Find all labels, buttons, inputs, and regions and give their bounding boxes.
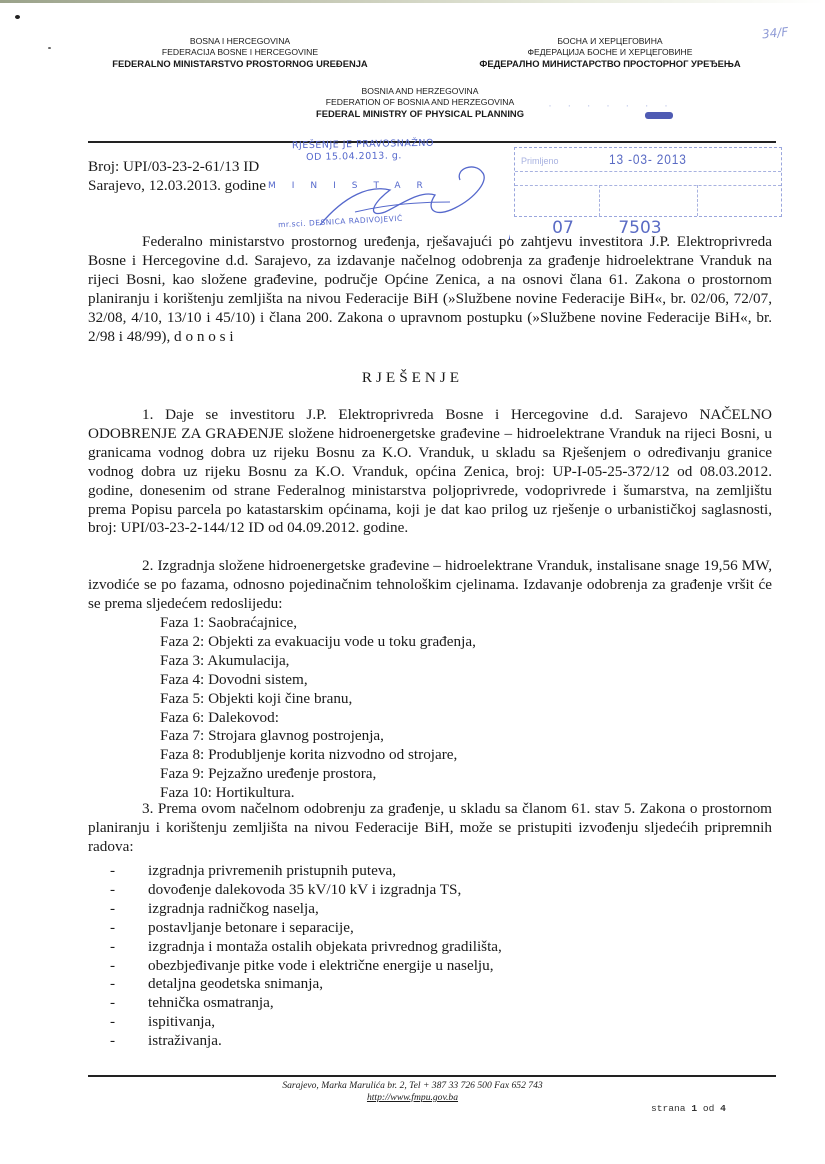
letterhead-ministry: FEDERALNO MINISTARSTVO PROSTORNOG UREĐENJA <box>112 58 368 69</box>
list-item-text: dovođenje dalekovoda 35 kV/10 kV i izgradnja TS, <box>148 880 462 898</box>
letterhead-country: BOSNA I HERCEGOVINA <box>189 36 291 46</box>
letterhead-cyrillic <box>440 36 780 70</box>
bullet-dash: - <box>110 862 116 879</box>
folio-mark: 34/F <box>761 24 789 42</box>
letterhead-english <box>290 86 550 120</box>
footer-divider <box>88 1075 776 1077</box>
phase-item: Faza 9: Pejzažno uređenje prostora, <box>160 765 377 783</box>
decision-item-2: 2. Izgradnja složene hidroenergetske građevine – hidroelektrane Vranduk, instalisane snage 19,56 MW, izvodiće se po fazama, odnosno pojedinačnim tehnološkim cjelinama. Izdavanje odobrenja za građenje vršit će se prema sljedećem redoslijedu: <box>88 557 772 612</box>
phase-list <box>160 614 476 803</box>
list-item-text: postavljanje betonare i separacije, <box>148 918 354 936</box>
receipt-stamp <box>514 147 782 217</box>
decision-item-3: 3. Prema ovom načelnom odobrenju za građenje, u skladu sa članom 61. stav 5. Zakona o prostornom planiranju i korištenju zemljišta na nivou Federacije BiH, može se pristupiti izvođenju sljedećih pripremnih radova: <box>88 800 772 855</box>
document-meta <box>88 158 266 196</box>
list-item-text: izgradnja radničkog naselja, <box>148 899 319 917</box>
letterhead-country: BOSNIA AND HERZEGOVINA <box>361 86 479 96</box>
stamp-date: 13 -03- 2013 <box>609 151 687 167</box>
legal-force-line1: RJEŠENJE JE PRAVOSNAŽNO <box>291 137 435 152</box>
decision-item-1: 1. Daje se investitoru J.P. Elektroprivreda Bosne i Hercegovine d.d. Sarajevo NAČELNO ODOBRENJE ZA GRAĐENJE složene hidroenergetske građevine – hidroelektrane Vranduk na rijeci Bosni, u granicama vodnog dobra uz rijeku Bosnu za K.O. Vranduk, u skladu sa Rješenjem o određivanju granice vodnog dobra uz rijeku Bosnu za K.O. Vranduk, općina Zenica, broj: UP-I-05-25-372/12 od 08.03.2012. godine, donesenim od strane Federalnog ministarstva poljoprivrede, vodoprivrede i šumarstva, na zemljištu prema Popisu parcela po katastarskim općinama, koji je dat kao prilog uz rješenje o urbanističkoj saglasnosti, broj: UPI/03-23-2-144/12 ID od 04.09.2012. godine. <box>88 406 772 537</box>
bullet-dash: - <box>110 994 116 1012</box>
scan-edge <box>0 0 825 3</box>
bullet-dash: - <box>110 880 116 898</box>
list-item <box>110 994 502 1013</box>
footer-url-link[interactable]: http://www.fmpu.gov.ba <box>366 1092 459 1103</box>
list-item-text: ispitivanja, <box>148 1013 216 1031</box>
stamp-col-divider <box>697 185 698 216</box>
scan-speck <box>15 15 20 19</box>
phase-item: Faza 7: Strojara glavnog postrojenja, <box>160 727 384 745</box>
letterhead-bosnian <box>70 36 410 70</box>
bullet-dash: - <box>110 899 116 917</box>
phase-item: Faza 2: Objekti za evakuaciju vode u toku građenja, <box>160 632 476 650</box>
stamp-label: Primljeno <box>521 156 559 166</box>
list-item <box>110 957 502 976</box>
page-total: 4 <box>720 1103 726 1114</box>
faded-stamp-mark <box>645 112 673 119</box>
bullet-dash: - <box>110 956 116 974</box>
bullet-dash: - <box>110 918 116 936</box>
list-item <box>110 862 502 881</box>
list-item <box>110 900 502 919</box>
list-item-text: izgradnja i montaža ostalih objekata privrednog gradilišta, <box>148 937 502 955</box>
page-current: 1 <box>691 1103 698 1114</box>
phase-item: Faza 6: Dalekovod: <box>160 708 279 726</box>
document-place-date: Sarajevo, 12.03.2013. godine <box>88 176 267 194</box>
list-item <box>110 881 502 900</box>
bullet-dash: - <box>110 937 116 955</box>
list-item <box>110 1032 502 1051</box>
list-item <box>110 1013 502 1032</box>
phase-item: Faza 1: Saobraćajnice, <box>160 614 298 631</box>
letterhead-federation: FEDERACIJA BOSNE I HERCEGOVINE <box>161 47 319 57</box>
document-number: Broj: UPI/03-23-2-61/13 ID <box>88 158 260 175</box>
phase-item: Faza 3: Akumulacija, <box>160 651 290 669</box>
stamp-row-divider <box>515 185 781 186</box>
list-item-text: tehnička osmatranja, <box>148 994 274 1012</box>
preparatory-works-list <box>110 862 502 1051</box>
list-item <box>110 975 502 994</box>
list-item-text: obezbjeđivanje pitke vode i električne energije u naselju, <box>148 956 494 974</box>
signature-title: MINISTAR <box>268 181 439 191</box>
stamp-row-divider <box>515 171 781 172</box>
decision-heading: RJEŠENJE <box>361 369 464 386</box>
list-item <box>110 938 502 957</box>
scan-speck <box>48 47 51 49</box>
footer-address: Sarajevo, Marka Marulića br. 2, Tel + 387 33 726 500 Fax 652 743 <box>282 1080 543 1091</box>
stamp-entry-number: 7503 <box>618 218 662 238</box>
list-item <box>110 919 502 938</box>
phase-item: Faza 10: Hortikultura. <box>160 784 295 802</box>
phase-item: Faza 5: Objekti koji čine branu, <box>160 689 353 707</box>
letterhead-country: БОСНА И ХЕРЦЕГОВИНА <box>557 36 663 46</box>
letterhead-federation: FEDERATION OF BOSNIA AND HERZEGOVINA <box>325 97 515 107</box>
bullet-dash: - <box>110 1032 116 1050</box>
stamp-org-unit: 07 <box>552 218 574 238</box>
phase-item: Faza 4: Dovodni sistem, <box>160 670 308 688</box>
faded-stamp-text: · · · · · · · <box>548 98 674 112</box>
intro-paragraph: Federalno ministarstvo prostornog uređenja, rješavajući po zahtjevu investitora J.P. Elektroprivreda Bosne i Hercegovine d.d. Sarajevo, za izdavanje načelnog odobrenja za građenje hidroelektrane Vranduk na rijeci Bosni, kao složene građevine, područje Općine Zenica, a na osnovi člana 61. Zakona o prostornom planiranju i korištenju zemljišta na nivou Federacije BiH (»Službene novine Federacije BiH«, br. 02/06, 72/07, 32/08, 4/10, 13/10 i 45/10) i člana 200. Zakona o upravnom postupku (»Službene novine Federacije BiH«, br. 2/98 i 48/99), d o n o s i <box>88 233 772 345</box>
letterhead-federation: ФЕДЕРАЦИЈА БОСНЕ И ХЕРЦЕГОВИНЕ <box>527 47 693 57</box>
page-label: strana <box>651 1103 686 1114</box>
list-item-text: izgradnja privremenih pristupnih puteva, <box>148 862 396 879</box>
page-separator: od <box>702 1103 715 1114</box>
page-number <box>651 1103 726 1114</box>
legal-force-line2: OD 15.04.2013. g. <box>306 150 402 163</box>
list-item-text: detaljna geodetska snimanja, <box>148 975 324 993</box>
letterhead-ministry: FEDERAL MINISTRY OF PHYSICAL PLANNING <box>315 108 524 119</box>
stamp-col-divider <box>599 185 600 216</box>
bullet-dash: - <box>110 1013 116 1031</box>
phase-item: Faza 8: Produbljenje korita nizvodno od strojare, <box>160 746 458 764</box>
letterhead-ministry: ФЕДЕРАЛНО МИНИСТАРСТВО ПРОСТОРНОГ УРЕЂЕЊА <box>479 58 741 69</box>
bullet-dash: - <box>110 975 116 993</box>
signatory-name: mr.sci. DESNICA RADIVOJEVIĆ <box>277 213 403 230</box>
list-item-text: istraživanja. <box>148 1032 222 1050</box>
